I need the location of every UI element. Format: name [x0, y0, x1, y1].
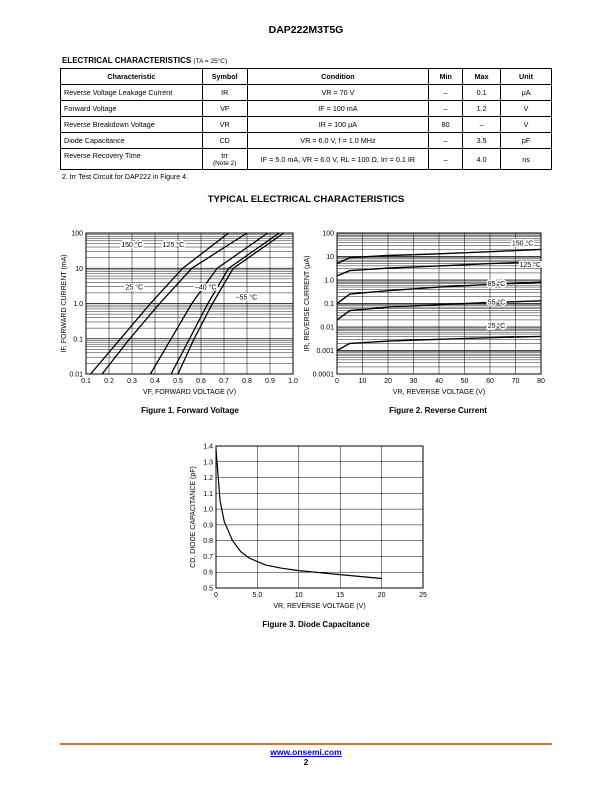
x-tick-label: 60 [486, 378, 494, 385]
electrical-characteristics-table [60, 68, 552, 170]
condition-cell: IF = 100 mA [247, 101, 429, 117]
y-tick-label: 0.8 [203, 538, 213, 546]
column-header: Condition [247, 69, 429, 85]
characteristic-cell: Diode Capacitance [61, 133, 203, 149]
y-axis-label: CD, DIODE CAPACITANCE (pF) [190, 466, 197, 568]
y-tick-label: 0.9 [203, 522, 213, 530]
x-tick-label: 0 [335, 378, 339, 385]
characteristic-cell: Reverse Breakdown Voltage [61, 117, 203, 133]
condition-cell: VR = 70 V [247, 85, 429, 101]
condition-cell: IF = 5.0 mA, VR = 6.0 V, RL = 100 Ω, Irr = 0.1 IR [247, 149, 429, 170]
series-label: −55 °C [235, 294, 258, 302]
symbol-cell: CD [202, 133, 247, 149]
max-cell: 0.1 [463, 85, 501, 101]
symbol-cell: IR [202, 85, 247, 101]
figure-2-caption: Figure 2. Reverse Current [389, 406, 487, 415]
x-tick-label: 0.2 [104, 378, 114, 385]
column-header: Symbol [202, 69, 247, 85]
max-cell: 3.5 [463, 133, 501, 149]
x-axis-label: VR, REVERSE VOLTAGE (V) [273, 603, 366, 610]
max-cell: 1.2 [463, 101, 501, 117]
y-tick-label: 0.7 [203, 553, 213, 561]
x-axis-label: VF, FORWARD VOLTAGE (V) [142, 389, 237, 396]
x-tick-label: 0.3 [127, 378, 137, 385]
y-tick-label: 1.3 [203, 459, 213, 467]
y-tick-label: 0.1 [73, 336, 83, 344]
table-row [61, 149, 552, 170]
footer-divider [60, 743, 552, 745]
y-tick-label: 10 [75, 265, 83, 273]
min-cell: – [429, 133, 463, 149]
x-tick-label: 0.5 [173, 378, 183, 385]
table-row [61, 133, 552, 149]
x-tick-label: 10 [358, 378, 367, 385]
x-tick-label: 0.8 [242, 378, 252, 385]
column-header: Unit [501, 69, 552, 85]
x-tick-label: 40 [435, 378, 443, 385]
plot-frame [216, 446, 423, 588]
x-tick-label: 0.9 [265, 378, 275, 385]
series-label: 125 °C [162, 242, 185, 250]
x-tick-label: 25 [419, 592, 427, 599]
table-footnote: 2. trr Test Circuit for DAP222 in Figure 4. [62, 174, 188, 181]
x-tick-label: 0 [214, 592, 218, 599]
x-tick-label: 80 [537, 378, 545, 385]
y-tick-label: 10 [326, 254, 334, 261]
x-tick-label: 0.7 [219, 378, 229, 385]
footer-link[interactable]: www.onsemi.com [270, 747, 342, 757]
x-axis-label: VR, REVERSE VOLTAGE (V) [392, 389, 486, 396]
y-tick-label: 0.1 [324, 301, 334, 308]
y-tick-label: 0.01 [69, 371, 83, 379]
series-label: 150 °C [511, 240, 534, 248]
x-tick-label: 5.0 [252, 592, 263, 599]
condition-cell: VR = 6.0 V, f = 1.0 MHz [247, 133, 429, 149]
series-label: 25 °C [487, 323, 506, 331]
characteristic-cell: Reverse Recovery Time [61, 149, 203, 170]
symbol-note: (Note 2) [212, 160, 237, 167]
page-title: DAP222M3T5G [268, 24, 344, 36]
x-tick-label: 1.0 [288, 378, 298, 385]
column-header: Max [463, 69, 501, 85]
x-tick-label: 30 [409, 378, 418, 385]
y-tick-label: 1.0 [203, 506, 213, 514]
characteristic-cell: Reverse Voltage Leakage Current [61, 85, 203, 101]
min-cell: 80 [429, 117, 463, 133]
symbol-cell: VF [202, 101, 247, 117]
x-tick-label: 50 [460, 378, 469, 385]
unit-cell: μA [501, 85, 552, 101]
y-tick-label: 0.01 [320, 324, 334, 332]
series-label: 55 °C [487, 299, 506, 307]
condition-cell: IR = 100 μA [247, 117, 429, 133]
column-header: Characteristic [61, 69, 203, 85]
symbol-text: trr [221, 151, 229, 160]
x-tick-label: 0.6 [196, 378, 206, 385]
y-tick-label: 1.4 [203, 443, 213, 451]
y-tick-label: 1.0 [73, 301, 83, 308]
table-title-text: ELECTRICAL CHARACTERISTICS [62, 56, 192, 65]
y-tick-label: 0.001 [316, 348, 334, 355]
unit-cell: V [501, 117, 552, 133]
unit-cell: ns [501, 149, 552, 170]
y-axis-label: IF, FORWARD CURRENT (mA) [61, 254, 68, 353]
symbol-cell: VR [202, 117, 247, 133]
series-label: −40 °C [194, 284, 217, 292]
y-tick-label: 0.0001 [312, 371, 334, 379]
x-tick-label: 15 [336, 592, 345, 599]
series-label: 150 °C [121, 242, 143, 250]
table-title-condition: (TA = 25°C) [193, 58, 228, 65]
max-cell: 4.0 [463, 149, 501, 170]
table-title [62, 56, 227, 65]
min-cell: – [429, 101, 463, 117]
x-tick-label: 20 [384, 378, 392, 385]
section-title: TYPICAL ELECTRICAL CHARACTERISTICS [207, 194, 405, 205]
y-tick-label: 100 [71, 230, 83, 238]
series-label: 125 °C [519, 262, 541, 270]
reverse-current-chart [300, 226, 562, 402]
table-header-row [61, 69, 552, 85]
figure-3-caption: Figure 3. Diode Capacitance [262, 620, 370, 629]
y-tick-label: 1.2 [203, 475, 213, 483]
min-cell: – [429, 149, 463, 170]
min-cell: – [429, 85, 463, 101]
column-header: Min [429, 69, 463, 85]
forward-voltage-chart [56, 226, 306, 402]
y-tick-label: 100 [322, 230, 334, 238]
symbol-cell [202, 149, 247, 170]
unit-cell: V [501, 101, 552, 117]
figure-1-caption: Figure 1. Forward Voltage [141, 406, 239, 415]
unit-cell: pF [501, 133, 552, 149]
x-tick-label: 10 [294, 592, 303, 599]
y-tick-label: 0.5 [203, 585, 213, 593]
series-label: 25 °C [125, 284, 144, 292]
page-number: 2 [303, 758, 309, 767]
y-tick-label: 0.6 [203, 569, 213, 577]
table-row [61, 117, 552, 133]
x-tick-label: 0.1 [81, 378, 91, 385]
characteristic-cell: Forward Voltage [61, 101, 203, 117]
table-row [61, 101, 552, 117]
max-cell: – [463, 117, 501, 133]
table-row [61, 85, 552, 101]
y-axis-label: IR, REVERSE CURRENT (μA) [304, 255, 311, 352]
y-tick-label: 1.0 [324, 277, 334, 285]
series-label: 85 °C [487, 281, 506, 289]
x-tick-label: 0.4 [150, 378, 160, 385]
diode-capacitance-chart [180, 438, 440, 616]
x-tick-label: 70 [511, 378, 520, 385]
y-tick-label: 1.1 [203, 490, 213, 498]
x-tick-label: 20 [377, 592, 386, 599]
